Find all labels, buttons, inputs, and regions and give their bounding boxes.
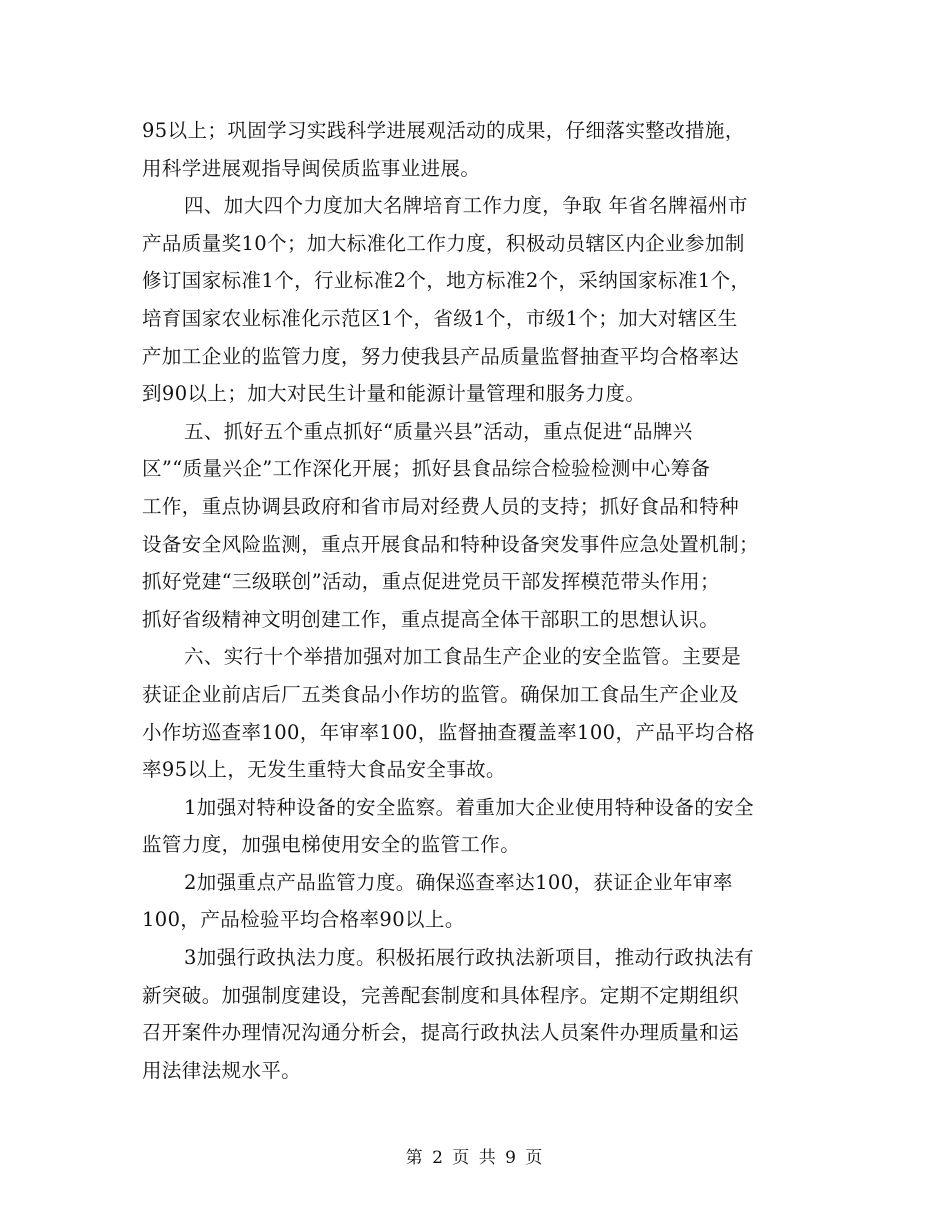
paragraph-line: 抓好党建“三级联创”活动，重点促进党员干部发挥模范带头作用； [142, 570, 720, 594]
paragraph-first-line: 六、实行十个举措加强对加工食品生产企业的安全监管。主要是 [184, 645, 742, 669]
paragraph-line: 监管力度，加强电梯使用安全的监管工作。 [142, 833, 521, 857]
paragraph-line: 召开案件办理情况沟通分析会，提高行政执法人员案件办理质量和运 [142, 1021, 740, 1045]
page-footer: 第 2 页 共 9 页 [405, 1148, 545, 1168]
paragraph-line: 100，产品检验平均合格率90以上。 [142, 908, 465, 932]
paragraph-first-line: 四、加大四个力度加大名牌培育工作力度，争取 年省名牌福州市 [184, 194, 748, 218]
paragraph-line: 95以上；巩固学习实践科学进展观活动的成果，仔细落实整改措施， [142, 119, 745, 142]
paragraph-line: 工作，重点协调县政府和省市局对经费人员的支持；抓好食品和特种 [142, 494, 740, 518]
paragraph-line: 设备安全风险监测，重点开展食品和特种设备突发事件应急处置机制； [142, 532, 759, 556]
paragraph-first-line: 五、抓好五个重点抓好“质量兴县”活动，重点促进“品牌兴 [184, 419, 693, 443]
document-body [142, 112, 822, 1089]
paragraph-line: 获证企业前店后厂五类食品小作坊的监管。确保加工食品生产企业及 [142, 682, 740, 706]
paragraph-line: 产品质量奖10个；加大标准化工作力度，积极动员辖区内企业参加制 [142, 231, 745, 255]
paragraph-first-line: 3加强行政执法力度。积极拓展行政执法新项目，推动行政执法有 [184, 946, 755, 970]
paragraph-line: 抓好省级精神文明创建工作，重点提高全体干部职工的思想认识。 [142, 607, 720, 631]
paragraph-first-line: 1加强对特种设备的安全监察。着重加大企业使用特种设备的安全 [184, 795, 755, 819]
paragraph-line: 修订国家标准1个，行业标准2个，地方标准2个，采纳国家标准1个， [142, 269, 751, 293]
paragraph-first-line: 2加强重点产品监管力度。确保巡查率达100，获证企业年审率 [184, 870, 733, 894]
paragraph-line: 区”“质量兴企”工作深化开展；抓好县食品综合检验检测中心筹备 [142, 457, 711, 481]
paragraph-line: 小作坊巡查率100，年审率100，监督抽查覆盖率100，产品平均合格 [142, 720, 755, 744]
paragraph-line: 到90以上；加大对民生计量和能源计量管理和服务力度。 [142, 382, 646, 406]
paragraph-line: 用法律法规水平。 [142, 1058, 302, 1082]
paragraph-line: 用科学进展观指导闽侯质监事业进展。 [142, 156, 481, 180]
paragraph-line: 培育国家农业标准化示范区1个，省级1个，市级1个；加大对辖区生 [142, 306, 738, 330]
paragraph-line: 率95以上，无发生重特大食品安全事故。 [142, 758, 506, 782]
paragraph-line: 新突破。加强制度建设，完善配套制度和具体程序。定期不定期组织 [142, 983, 740, 1007]
paragraph-line: 产加工企业的监管力度，努力使我县产品质量监督抽查平均合格率达 [142, 344, 740, 368]
